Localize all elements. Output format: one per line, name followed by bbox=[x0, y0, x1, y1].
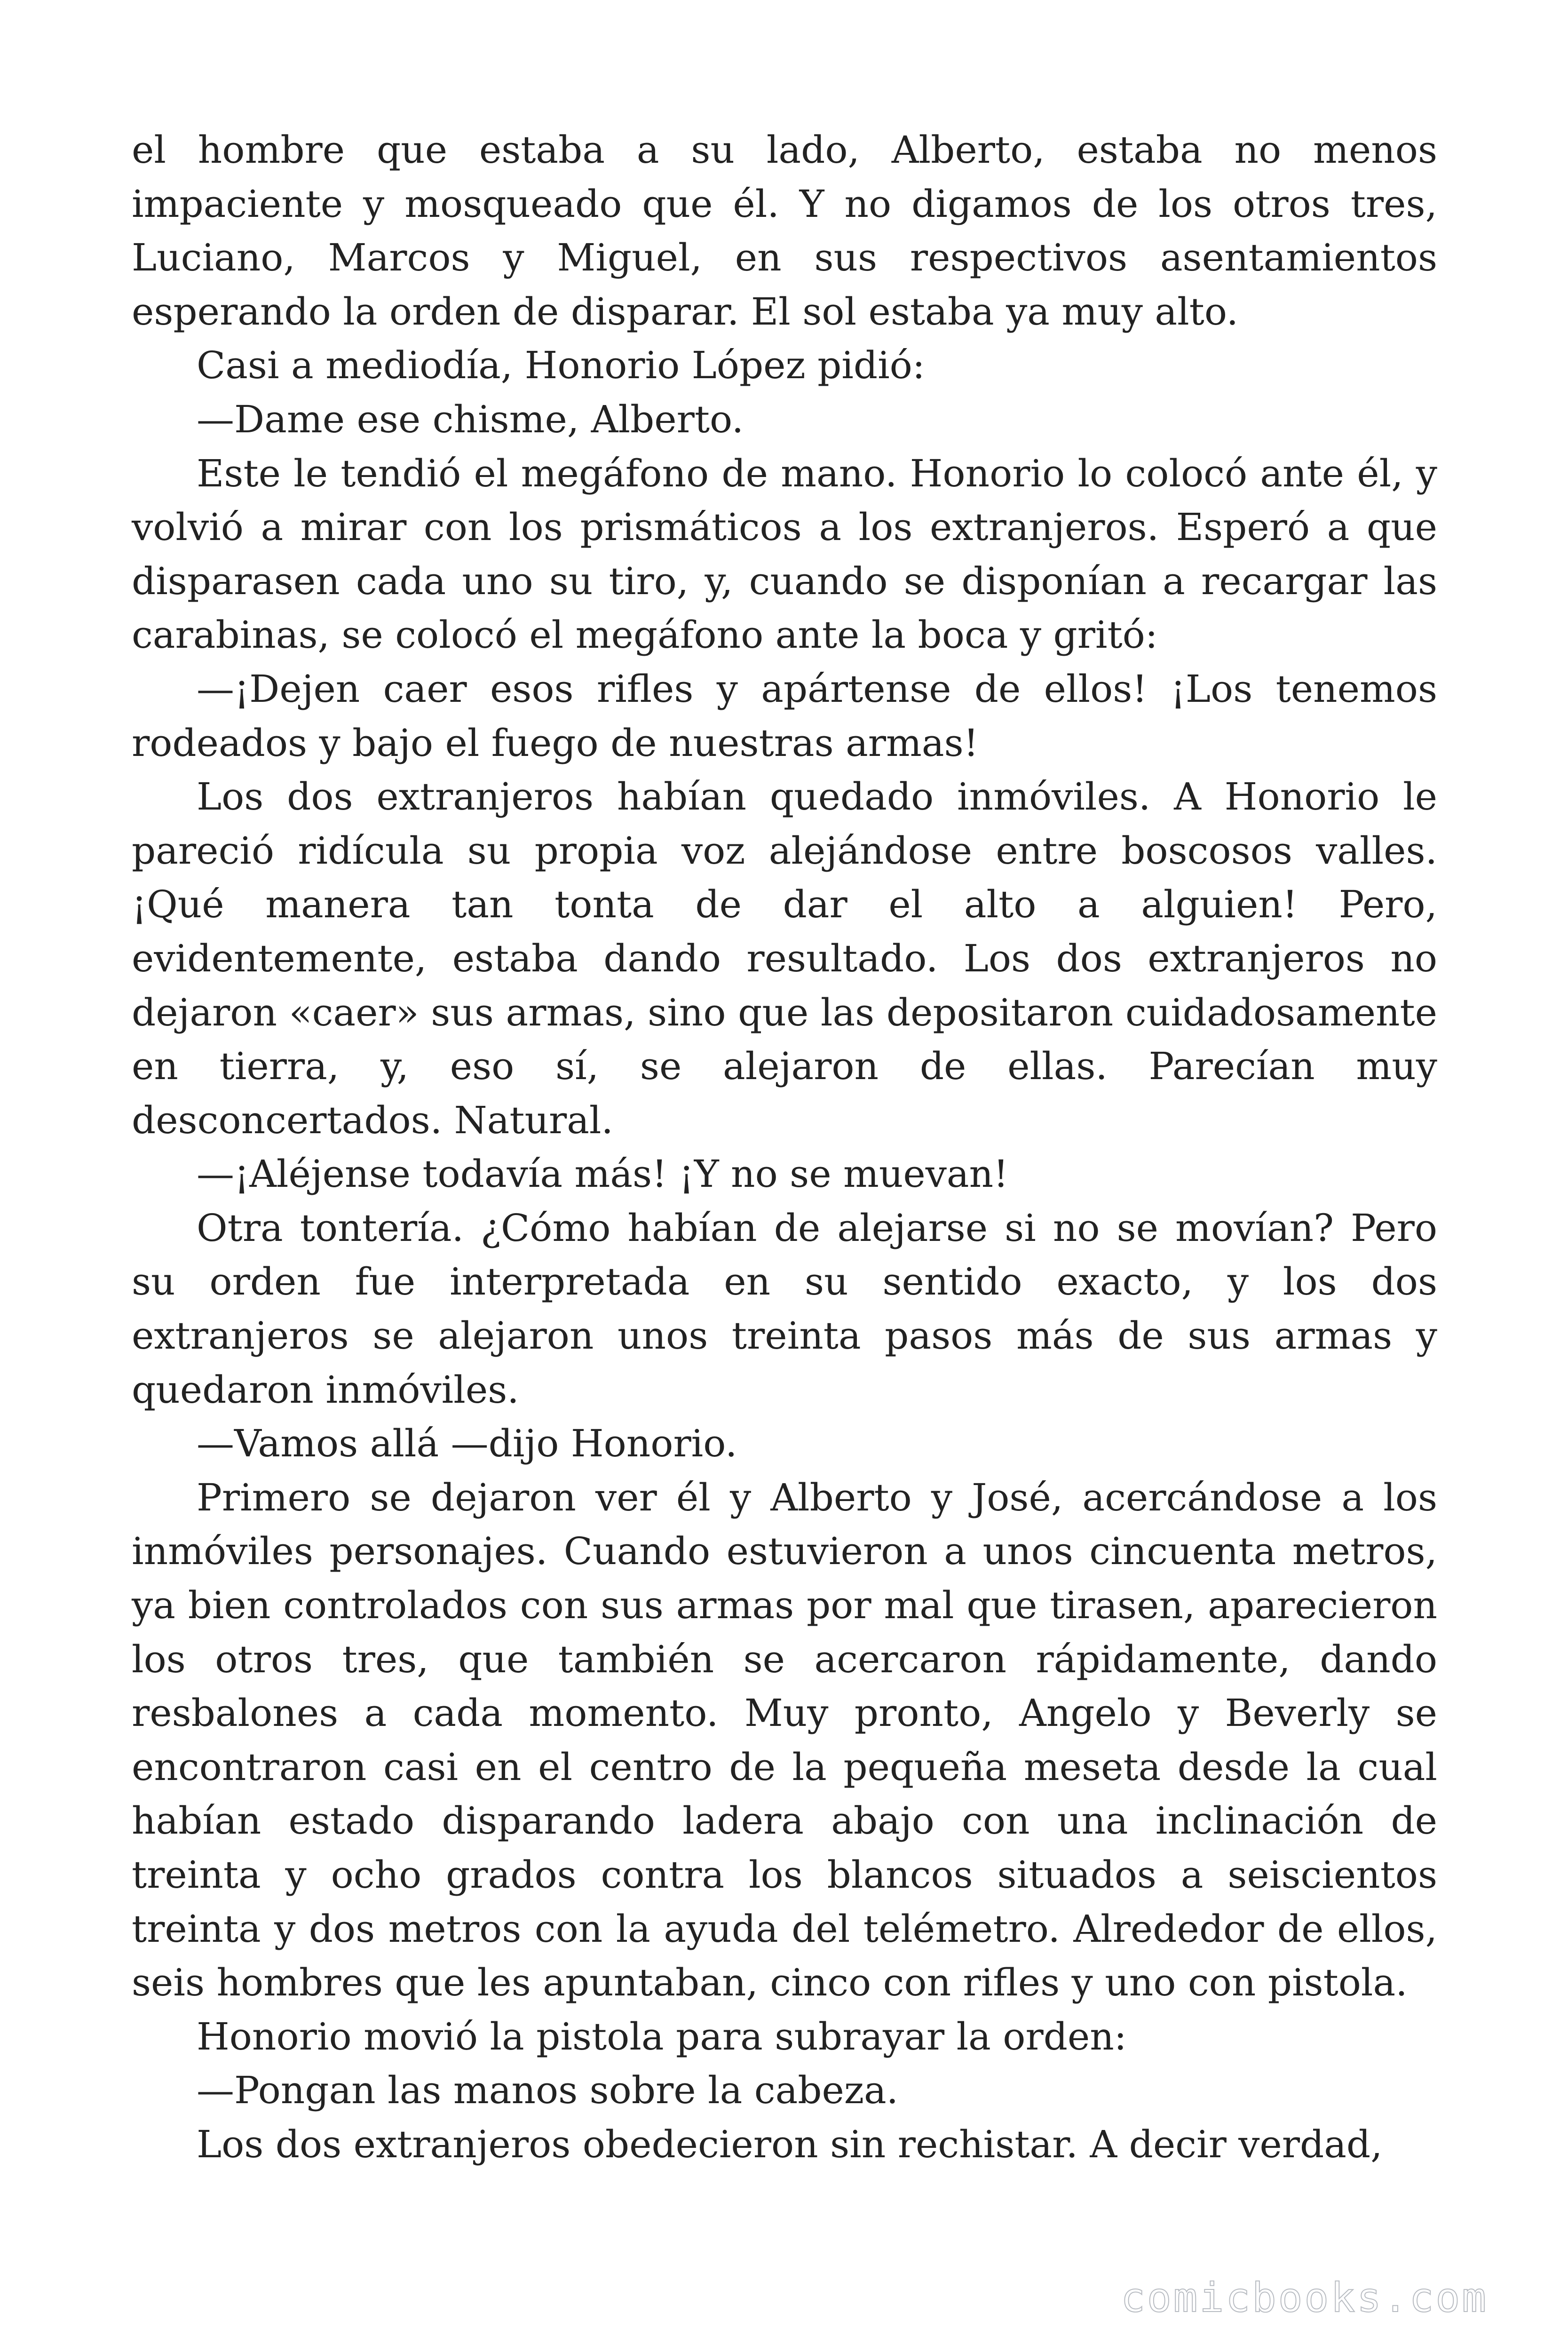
paragraph: Casi a mediodía, Honorio López pidió: bbox=[197, 343, 925, 388]
page-body bbox=[132, 123, 1437, 2172]
paragraph: Los dos extranjeros obedecieron sin rechistar. A decir verdad, bbox=[197, 2122, 1383, 2166]
dialogue-line: —Dame ese chisme, Alberto. bbox=[197, 397, 744, 441]
paragraph: Este le tendió el megáfono de mano. Honorio lo colocó ante él, y volvió a mirar con los prismáticos a los extranjeros. Esperó a que disparasen cada uno su tiro, y, cuando se disponían a recargar las carabinas, se colocó el megáfono ante la boca y gritó: bbox=[132, 451, 1437, 657]
paragraph: Primero se dejaron ver él y Alberto y José, acercándose a los inmóviles personajes. Cuando estuvieron a unos cincuenta metros, ya bien controlados con sus armas por mal que tirasen, aparecieron los otros tres, que también se acercaron rápidamente, dando resbalones a cada momento. Muy pronto, Angelo y Beverly se encontraron casi en el centro de la pequeña meseta desde la cual habían estado disparando ladera abajo con una inclinación de treinta y ocho grados contra los blancos situados a seiscientos treinta y dos metros con la ayuda del telémetro. Alrededor de ellos, seis hombres que les apuntaban, cinco con rifles y uno con pistola. bbox=[132, 1475, 1437, 2005]
paragraph: Otra tontería. ¿Cómo habían de alejarse si no se movían? Pero su orden fue interpretada en su sentido exacto, y los dos extranjeros se alejaron unos treinta pasos más de sus armas y quedaron inmóviles. bbox=[132, 1206, 1437, 1412]
dialogue-line: —Pongan las manos sobre la cabeza. bbox=[197, 2068, 899, 2113]
dialogue-line: —¡Aléjense todavía más! ¡Y no se muevan! bbox=[197, 1152, 1009, 1196]
watermark: comicbooks.com bbox=[1121, 2274, 1488, 2321]
paragraph: Honorio movió la pistola para subrayar la orden: bbox=[197, 2014, 1127, 2058]
dialogue-line: —Vamos allá —dijo Honorio. bbox=[197, 1422, 737, 1466]
dialogue-line: —¡Dejen caer esos rifles y apártense de ellos! ¡Los tenemos rodeados y bajo el fuego de nuestras armas! bbox=[132, 667, 1437, 765]
paragraph: Los dos extranjeros habían quedado inmóviles. A Honorio le pareció ridícula su propia voz alejándose entre boscosos valles. ¡Qué manera tan tonta de dar el alto a alguien! Pero, evidentemente, estaba dando resultado. Los dos extranjeros no dejaron «caer» sus armas, sino que las depositaron cuidadosamente en tierra, y, eso sí, se alejaron de ellas. Parecían muy desconcertados. Natural. bbox=[132, 775, 1437, 1142]
paragraph: el hombre que estaba a su lado, Alberto, estaba no menos impaciente y mosqueado que él. Y no digamos de los otros tres, Luciano, Marcos y Miguel, en sus respectivos asentamientos esperando la orden de disparar. El sol estaba ya muy alto. bbox=[132, 128, 1437, 334]
